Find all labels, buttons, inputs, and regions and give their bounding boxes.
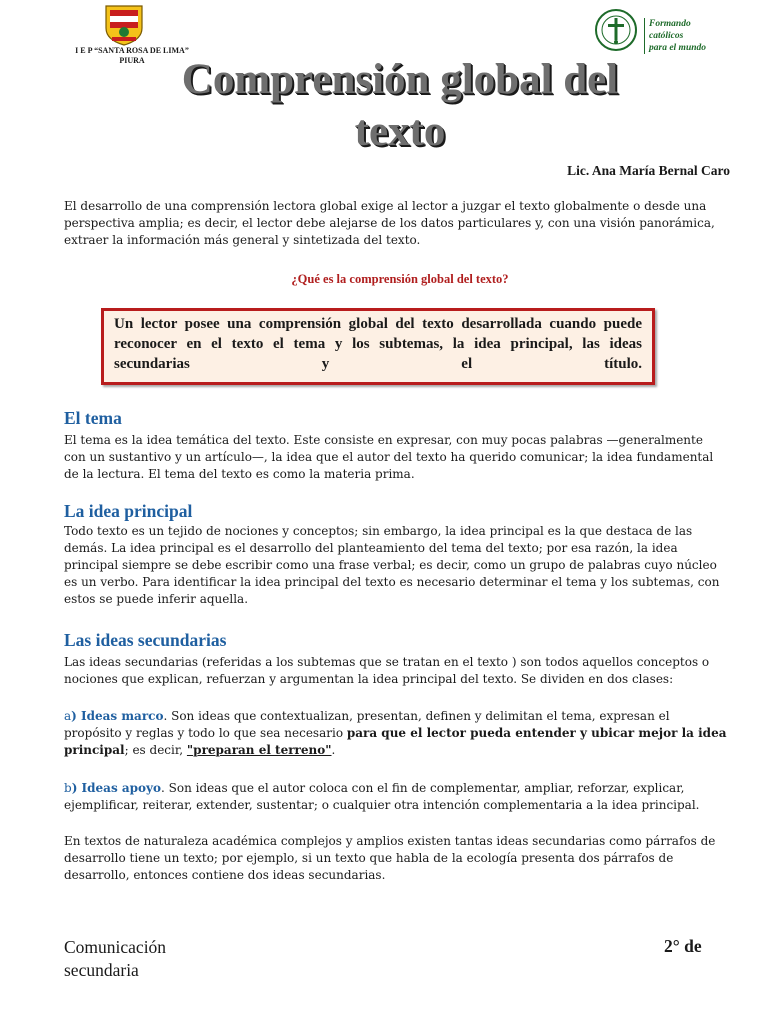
title-line1: Comprensión global del bbox=[181, 56, 619, 103]
apoyo-letter: b bbox=[64, 781, 72, 795]
apoyo-text: . Son ideas que el autor coloca con el fin de complementar, ampliar, reforzar, explicar, ejemplificar, reiterar, extender, sustentar; o cualquier otra intención complementaria a la idea principal. bbox=[64, 781, 700, 812]
marco-bold: para que el lector pueda entender y ubicar mejor la idea principal bbox=[64, 726, 727, 757]
marco-text2: ; es decir, bbox=[124, 743, 187, 757]
paragraph-ideas-apoyo bbox=[64, 780, 728, 814]
apoyo-label: ) Ideas apoyo bbox=[71, 781, 162, 795]
footer-line1: Comunicación bbox=[64, 937, 167, 957]
author-name: Lic. Ana María Bernal Caro bbox=[567, 163, 730, 178]
motto-line2: católicos bbox=[649, 31, 684, 41]
school-name-line2: PIURA bbox=[119, 56, 145, 65]
paragraph-academic: En textos de naturaleza académica complejos y amplios existen tantas ideas secundarias como párrafos de desarrollo tiene un texto; por ejemplo, si un texto que habla de la ecología presenta dos párrafos de desarrollo, entonces contiene dos ideas secundarias. bbox=[64, 834, 716, 882]
title-line2: texto bbox=[354, 108, 446, 155]
heading-ideas-secundarias: Las ideas secundarias bbox=[64, 630, 227, 650]
school-crest-icon bbox=[104, 4, 144, 46]
heading-idea-principal: La idea principal bbox=[64, 501, 193, 521]
motto-line3: para el mundo bbox=[649, 43, 707, 53]
paragraph-idea-principal: Todo texto es un tejido de nociones y conceptos; sin embargo, la idea principal es la que destaca de las demás. La idea principal es el desarrollo del planteamiento del tema del texto; por esa razón, la idea principal siempre se debe escribir como una frase verbal; es decir, como un grupo de palabras cuyo núcleo es un verbo. Para identificar la idea principal del texto es necesario determinar el tema y los subtemas, con estos se puede inferir aquella. bbox=[64, 524, 720, 606]
footer-subject bbox=[64, 936, 166, 982]
paragraph-tema: El tema es la idea temática del texto. Este consiste en expresar, con muy pocas palabras —generalmente con un sustantivo y un artículo—, la idea que el autor del texto ha querido comunicar; la idea fundamental de la lectura. El tema del texto es como la materia prima. bbox=[64, 433, 714, 481]
definition-part2: , las ideas secundarias y el título. bbox=[114, 336, 643, 372]
definition-part1: Un lector posee una comprensión global del texto desarrollada cuando puede reconocer en el texto el tema y los subtemas, la idea principal bbox=[114, 316, 642, 352]
catholic-seal-icon bbox=[594, 8, 638, 52]
marco-text3: . bbox=[331, 743, 336, 757]
page-title bbox=[120, 54, 680, 158]
school-name-line1: I E P “SANTA ROSA DE LIMA” bbox=[75, 46, 189, 55]
paragraph-ideas-secundarias: Las ideas secundarias (referidas a los subtemas que se tratan en el texto ) son todos aquellos conceptos o nociones que explican, refuerzan y argumentan la idea principal del texto. Se dividen en dos clases: bbox=[64, 655, 710, 686]
school-motto bbox=[644, 18, 706, 54]
section-question: ¿Qué es la comprensión global del texto? bbox=[291, 272, 509, 286]
intro-paragraph: El desarrollo de una comprensión lectora global exige al lector a juzgar el texto globalmente o desde una perspectiva amplia; es decir, el lector debe alejarse de los datos particulares y, con una visión panorámica, extraer la información más general y sintetizada del texto. bbox=[64, 199, 715, 247]
heading-tema: El tema bbox=[64, 408, 122, 428]
footer-grade: 2° de bbox=[664, 936, 702, 956]
definition-text bbox=[114, 314, 642, 374]
paragraph-ideas-marco bbox=[64, 708, 728, 759]
marco-underlined: "preparan el terreno" bbox=[186, 743, 332, 757]
motto-line1: Formando bbox=[649, 19, 691, 29]
marco-letter: a bbox=[64, 709, 72, 723]
marco-label: ) Ideas marco bbox=[71, 709, 164, 723]
definition-box bbox=[101, 308, 655, 385]
footer-line2: secundaria bbox=[64, 960, 139, 980]
marco-text1: . Son ideas que contextualizan, presentan, definen y delimitan el tema, expresan el propósito y reglas y todo lo que sea necesario bbox=[64, 709, 670, 740]
